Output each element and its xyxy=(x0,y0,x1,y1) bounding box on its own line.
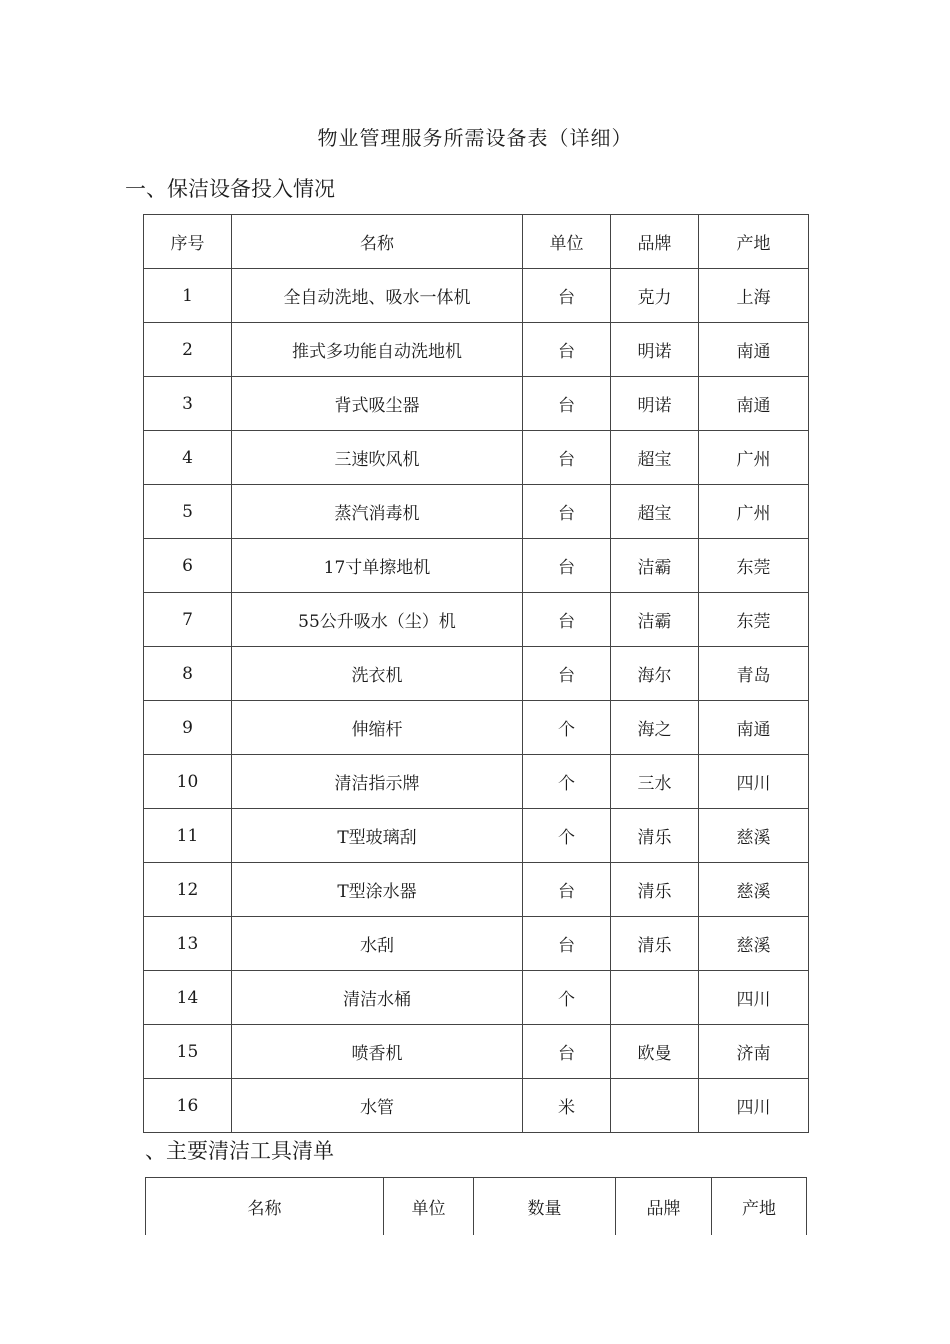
table-row xyxy=(144,377,809,431)
cell-brand: 三水 xyxy=(611,755,699,809)
cell-index: 13 xyxy=(144,917,232,971)
header-name: 名称 xyxy=(146,1178,384,1235)
cell-brand: 清乐 xyxy=(611,917,699,971)
cell-brand: 洁霸 xyxy=(611,593,699,647)
cell-name: 三速吹风机 xyxy=(232,431,523,485)
table-row xyxy=(144,647,809,701)
cell-unit: 个 xyxy=(523,755,611,809)
cell-brand: 明诺 xyxy=(611,377,699,431)
cell-unit: 个 xyxy=(523,701,611,755)
cell-name: 清洁指示牌 xyxy=(232,755,523,809)
cell-brand: 欧曼 xyxy=(611,1025,699,1079)
cell-origin: 南通 xyxy=(699,323,809,377)
cell-index: 11 xyxy=(144,809,232,863)
cell-brand: 明诺 xyxy=(611,323,699,377)
cell-origin: 青岛 xyxy=(699,647,809,701)
table-row xyxy=(144,323,809,377)
cell-unit: 台 xyxy=(523,647,611,701)
cell-index: 3 xyxy=(144,377,232,431)
cell-unit: 台 xyxy=(523,863,611,917)
cell-name: 伸缩杆 xyxy=(232,701,523,755)
cell-name: T型玻璃刮 xyxy=(232,809,523,863)
cell-origin: 慈溪 xyxy=(699,917,809,971)
cell-unit: 台 xyxy=(523,269,611,323)
cell-origin: 慈溪 xyxy=(699,863,809,917)
header-unit: 单位 xyxy=(384,1178,474,1235)
table-row xyxy=(144,269,809,323)
cell-index: 10 xyxy=(144,755,232,809)
table-header-row xyxy=(146,1178,807,1235)
cell-unit: 个 xyxy=(523,971,611,1025)
cell-index: 2 xyxy=(144,323,232,377)
cell-origin: 济南 xyxy=(699,1025,809,1079)
cell-name: 55公升吸水（尘）机 xyxy=(232,593,523,647)
cell-index: 1 xyxy=(144,269,232,323)
cell-unit: 台 xyxy=(523,377,611,431)
cell-name: 清洁水桶 xyxy=(232,971,523,1025)
cell-origin: 南通 xyxy=(699,377,809,431)
header-brand: 品牌 xyxy=(616,1178,712,1235)
table-row xyxy=(144,593,809,647)
cell-name: 蒸汽消毒机 xyxy=(232,485,523,539)
cell-index: 9 xyxy=(144,701,232,755)
cell-brand xyxy=(611,1079,699,1133)
header-origin: 产地 xyxy=(712,1178,807,1235)
cell-origin: 四川 xyxy=(699,1079,809,1133)
cell-name: 喷香机 xyxy=(232,1025,523,1079)
table-row xyxy=(144,809,809,863)
table-row xyxy=(144,701,809,755)
table-row xyxy=(144,1079,809,1133)
table-row xyxy=(144,485,809,539)
table-row xyxy=(144,1025,809,1079)
cell-origin: 广州 xyxy=(699,485,809,539)
cell-name: 全自动洗地、吸水一体机 xyxy=(232,269,523,323)
cell-brand: 海尔 xyxy=(611,647,699,701)
cell-index: 8 xyxy=(144,647,232,701)
cell-index: 4 xyxy=(144,431,232,485)
cell-brand: 清乐 xyxy=(611,809,699,863)
document-title: 物业管理服务所需设备表（详细） xyxy=(317,126,633,150)
cell-index: 15 xyxy=(144,1025,232,1079)
table-row xyxy=(144,539,809,593)
equipment-table-body xyxy=(144,269,809,1133)
cell-name: 背式吸尘器 xyxy=(232,377,523,431)
cell-index: 7 xyxy=(144,593,232,647)
cell-name: 水管 xyxy=(232,1079,523,1133)
cell-brand: 洁霸 xyxy=(611,539,699,593)
cell-unit: 台 xyxy=(523,917,611,971)
cleaning-tools-table xyxy=(145,1177,807,1235)
table-row xyxy=(144,917,809,971)
header-origin: 产地 xyxy=(699,215,809,269)
cell-unit: 台 xyxy=(523,1025,611,1079)
cell-name: 推式多功能自动洗地机 xyxy=(232,323,523,377)
cell-name: 洗衣机 xyxy=(232,647,523,701)
header-quantity: 数量 xyxy=(474,1178,616,1235)
cell-unit: 台 xyxy=(523,323,611,377)
cell-index: 6 xyxy=(144,539,232,593)
section-heading-cleaning-equipment: 一、保洁设备投入情况 xyxy=(125,177,335,201)
cell-origin: 慈溪 xyxy=(699,809,809,863)
header-brand: 品牌 xyxy=(611,215,699,269)
table-row xyxy=(144,431,809,485)
cell-origin: 四川 xyxy=(699,971,809,1025)
cell-origin: 东莞 xyxy=(699,593,809,647)
table-row xyxy=(144,863,809,917)
table-row xyxy=(144,755,809,809)
cell-index: 16 xyxy=(144,1079,232,1133)
cell-index: 14 xyxy=(144,971,232,1025)
header-unit: 单位 xyxy=(523,215,611,269)
cell-index: 12 xyxy=(144,863,232,917)
cell-origin: 东莞 xyxy=(699,539,809,593)
cell-origin: 广州 xyxy=(699,431,809,485)
cell-brand: 海之 xyxy=(611,701,699,755)
cell-unit: 米 xyxy=(523,1079,611,1133)
table-header-row xyxy=(144,215,809,269)
cell-unit: 个 xyxy=(523,809,611,863)
cell-unit: 台 xyxy=(523,539,611,593)
cell-unit: 台 xyxy=(523,593,611,647)
cell-origin: 四川 xyxy=(699,755,809,809)
cell-name: T型涂水器 xyxy=(232,863,523,917)
cell-brand: 超宝 xyxy=(611,431,699,485)
section-heading-cleaning-tools: 、主要清洁工具清单 xyxy=(145,1139,334,1163)
cell-brand: 克力 xyxy=(611,269,699,323)
cell-origin: 南通 xyxy=(699,701,809,755)
header-name: 名称 xyxy=(232,215,523,269)
table-row xyxy=(144,971,809,1025)
cell-brand: 清乐 xyxy=(611,863,699,917)
cleaning-equipment-table xyxy=(143,214,809,1133)
cell-name: 水刮 xyxy=(232,917,523,971)
cell-origin: 上海 xyxy=(699,269,809,323)
cell-unit: 台 xyxy=(523,485,611,539)
cell-unit: 台 xyxy=(523,431,611,485)
cell-index: 5 xyxy=(144,485,232,539)
header-index: 序号 xyxy=(144,215,232,269)
cell-name: 17寸单擦地机 xyxy=(232,539,523,593)
cell-brand xyxy=(611,971,699,1025)
cell-brand: 超宝 xyxy=(611,485,699,539)
